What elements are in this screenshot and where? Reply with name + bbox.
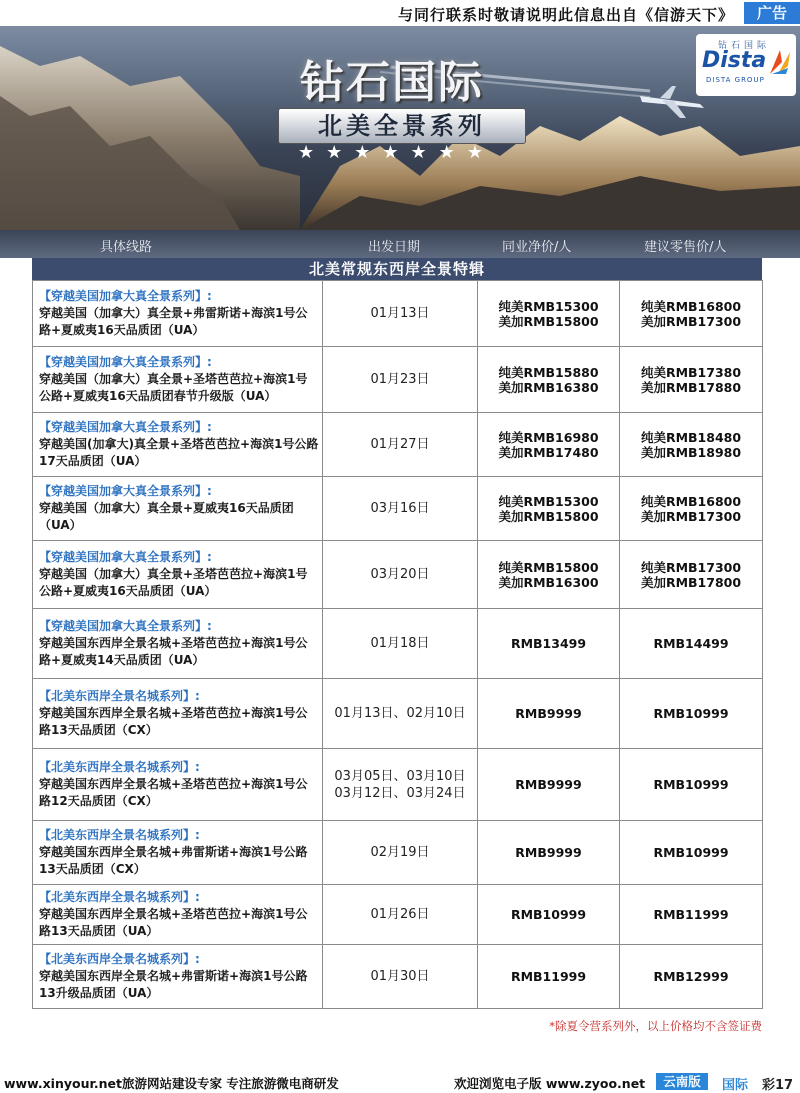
intl-label: 国际	[722, 1078, 749, 1093]
series-tag: 【穿越美国加拿大真全景系列】:	[39, 484, 212, 498]
departure-date: 03月20日	[323, 541, 478, 609]
net-price-line: 美加RMB15800	[498, 313, 599, 329]
net-price-line: RMB9999	[515, 777, 582, 792]
retail-price-line: 纯美RMB17300	[640, 559, 742, 575]
retail-price	[620, 477, 763, 541]
retail-price-line: RMB11999	[653, 907, 729, 922]
table-row	[33, 885, 763, 945]
page-number: 彩17	[762, 1078, 794, 1093]
retail-price-line: 纯美RMB17380	[640, 364, 742, 380]
net-price	[478, 541, 620, 609]
retail-price-line: RMB10999	[653, 845, 729, 860]
header-net-price: 同业净价/人	[502, 240, 572, 255]
net-price-line: 纯美RMB15300	[498, 298, 599, 314]
retail-price-line: 纯美RMB16800	[640, 298, 742, 314]
net-price-line: 美加RMB16380	[498, 379, 599, 395]
departure-date: 01月13日、02月10日	[323, 679, 478, 749]
series-tag: 【北美东西岸全景名城系列】:	[39, 952, 200, 966]
series-tag: 【穿越美国加拿大真全景系列】:	[39, 420, 212, 434]
retail-price	[620, 609, 763, 679]
departure-date: 01月26日	[323, 885, 478, 945]
route-cell	[33, 541, 323, 609]
net-price-line: RMB13499	[510, 636, 587, 651]
price-table-wrapper	[32, 258, 762, 1009]
dista-logo	[696, 34, 796, 96]
net-price	[478, 477, 620, 541]
retail-price-line: RMB14499	[653, 636, 729, 651]
region-badge: 云南版	[656, 1073, 708, 1090]
net-price-line: 美加RMB15800	[498, 508, 599, 524]
section-title: 北美常规东西岸全景特辑	[32, 258, 762, 280]
route-cell	[33, 281, 323, 347]
route-cell	[33, 821, 323, 885]
route-description: 穿越美国东西岸全景名城+圣塔芭芭拉+海滨1号公路13天品质团（CX）	[39, 706, 308, 737]
departure-date: 01月30日	[323, 945, 478, 1009]
logo-mark-icon	[768, 48, 792, 76]
mountain-banner	[0, 26, 800, 230]
route-description: 穿越美国东西岸全景名城+弗雷斯诺+海滨1号公路13天品质团（CX）	[39, 845, 308, 876]
table-row	[33, 679, 763, 749]
departure-date: 01月13日	[323, 281, 478, 347]
route-description: 穿越美国(加拿大)真全景+圣塔芭芭拉+海滨1号公路17天品质团（UA）	[39, 437, 319, 468]
route-description: 穿越美国东西岸全景名城+圣塔芭芭拉+海滨1号公路12天品质团（CX）	[39, 777, 308, 808]
route-description: 穿越美国（加拿大）真全景+圣塔芭芭拉+海滨1号公路+夏威夷16天品质团春节升级版（UA）	[39, 372, 308, 403]
net-price	[478, 281, 620, 347]
route-cell	[33, 477, 323, 541]
net-price-line: RMB10999	[510, 907, 587, 922]
visa-footnote: *除夏令营系列外，以上价格均不含签证费	[549, 1019, 762, 1033]
header-route: 具体线路	[100, 240, 153, 255]
route-description: 穿越美国东西岸全景名城+圣塔芭芭拉+海滨1号公路+夏威夷14天品质团（UA）	[39, 636, 308, 667]
table-row	[33, 945, 763, 1009]
route-cell	[33, 347, 323, 413]
retail-price-line: 美加RMB17300	[640, 313, 742, 329]
retail-price-line: RMB12999	[653, 969, 729, 984]
net-price	[478, 347, 620, 413]
retail-price	[620, 679, 763, 749]
retail-price-line: 美加RMB17800	[640, 574, 742, 590]
route-description: 穿越美国（加拿大）真全景+圣塔芭芭拉+海滨1号公路+夏威夷16天品质团（UA）	[39, 567, 308, 598]
footer-mid-text: 欢迎浏览电子版 www.zyoo.net	[454, 1076, 646, 1091]
net-price	[478, 885, 620, 945]
departure-date: 01月27日	[323, 413, 478, 477]
header-date: 出发日期	[368, 240, 421, 255]
table-row	[33, 609, 763, 679]
footer-bar	[0, 1070, 800, 1093]
net-price-line: RMB9999	[515, 845, 582, 860]
retail-price	[620, 945, 763, 1009]
series-tag: 【北美东西岸全景名城系列】:	[39, 689, 200, 703]
route-description: 穿越美国东西岸全景名城+弗雷斯诺+海滨1号公路13升级品质团（UA）	[39, 969, 308, 1000]
departure-date: 01月23日	[323, 347, 478, 413]
retail-price	[620, 347, 763, 413]
route-cell	[33, 945, 323, 1009]
net-price	[478, 413, 620, 477]
table-row	[33, 413, 763, 477]
retail-price	[620, 749, 763, 821]
route-cell	[33, 679, 323, 749]
logo-chinese-text: 钻石国际	[718, 41, 771, 51]
brand-title: 钻石国际	[300, 57, 484, 108]
retail-price-line: 纯美RMB16800	[640, 493, 742, 509]
net-price	[478, 609, 620, 679]
column-header-strip	[0, 230, 800, 258]
departure-date: 03月16日	[323, 477, 478, 541]
series-tag: 【北美东西岸全景名城系列】:	[39, 890, 200, 904]
table-row	[33, 347, 763, 413]
net-price-line: 纯美RMB16980	[498, 429, 599, 445]
top-notice-bar	[0, 0, 800, 26]
route-description: 穿越美国东西岸全景名城+圣塔芭芭拉+海滨1号公路13天品质团（UA）	[39, 907, 308, 938]
series-tag: 【北美东西岸全景名城系列】:	[39, 760, 200, 774]
net-price-line: RMB9999	[515, 706, 582, 721]
retail-price	[620, 821, 763, 885]
retail-price	[620, 885, 763, 945]
net-price-line: 纯美RMB15880	[498, 364, 599, 380]
departure-date: 03月05日、03月10日 03月12日、03月24日	[323, 749, 478, 821]
route-description: 穿越美国（加拿大）真全景+夏威夷16天品质团（UA）	[39, 501, 294, 532]
source-notice: 与同行联系时敬请说明此信息出自《信游天下》	[397, 6, 734, 24]
net-price-line: RMB11999	[510, 969, 587, 984]
retail-price-line: RMB10999	[653, 706, 729, 721]
series-tag: 【穿越美国加拿大真全景系列】:	[39, 355, 212, 369]
table-row	[33, 821, 763, 885]
series-title: 北美全景系列	[278, 108, 526, 144]
net-price-line: 纯美RMB15800	[498, 559, 599, 575]
route-cell	[33, 609, 323, 679]
route-cell	[33, 413, 323, 477]
route-cell	[33, 749, 323, 821]
retail-price-line: 美加RMB17300	[640, 508, 742, 524]
table-row	[33, 749, 763, 821]
departure-date: 01月18日	[323, 609, 478, 679]
retail-price-line: 美加RMB17880	[640, 379, 742, 395]
retail-price-line: 纯美RMB18480	[640, 429, 742, 445]
route-description: 穿越美国（加拿大）真全景+弗雷斯诺+海滨1号公路+夏威夷16天品质团（UA）	[39, 306, 308, 337]
route-cell	[33, 885, 323, 945]
ad-label: 广告	[744, 2, 800, 24]
retail-price	[620, 413, 763, 477]
series-tag: 【穿越美国加拿大真全景系列】:	[39, 289, 212, 303]
net-price	[478, 679, 620, 749]
net-price	[478, 749, 620, 821]
series-tag: 【北美东西岸全景名城系列】:	[39, 828, 200, 842]
header-retail-price: 建议零售价/人	[644, 240, 727, 255]
star-rating: ★★★★★★★	[298, 142, 495, 163]
departure-date: 02月19日	[323, 821, 478, 885]
table-row	[33, 477, 763, 541]
logo-english-text: Dista	[702, 48, 767, 73]
retail-price-line: 美加RMB18980	[640, 444, 742, 460]
net-price	[478, 945, 620, 1009]
series-tag: 【穿越美国加拿大真全景系列】:	[39, 550, 212, 564]
price-table	[32, 280, 763, 1009]
net-price-line: 美加RMB16300	[498, 574, 599, 590]
net-price	[478, 821, 620, 885]
footer-left-text: www.xinyour.net旅游网站建设专家 专注旅游微电商研发	[4, 1076, 339, 1091]
series-tag: 【穿越美国加拿大真全景系列】:	[39, 619, 212, 633]
table-row	[33, 281, 763, 347]
net-price-line: 纯美RMB15300	[498, 493, 599, 509]
logo-subtitle: DISTA GROUP	[706, 76, 765, 84]
retail-price	[620, 281, 763, 347]
net-price-line: 美加RMB17480	[498, 444, 599, 460]
table-row	[33, 541, 763, 609]
retail-price	[620, 541, 763, 609]
retail-price-line: RMB10999	[653, 777, 729, 792]
